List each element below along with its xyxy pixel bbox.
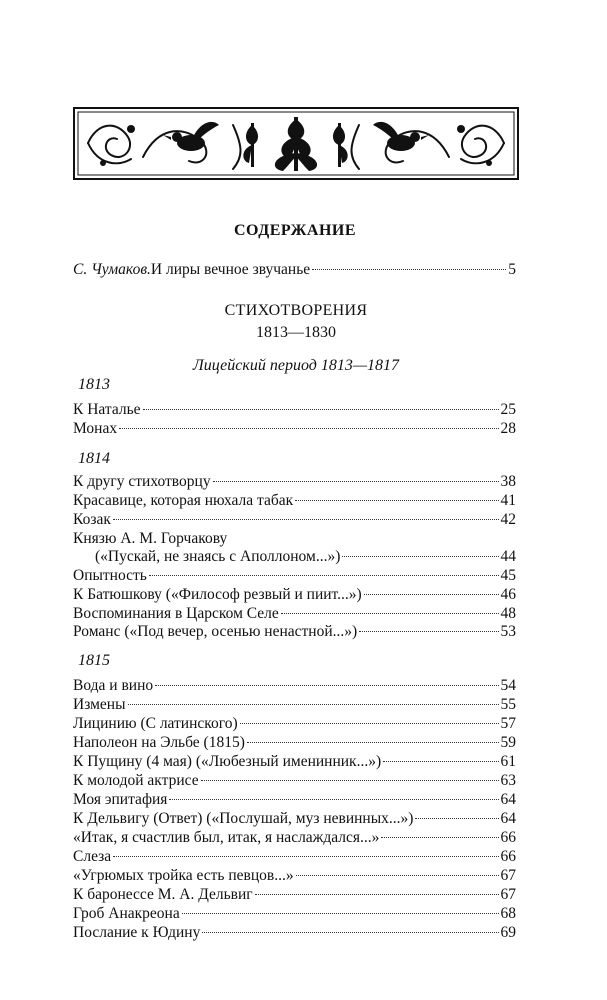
dot-leader — [281, 613, 499, 614]
dot-leader — [143, 409, 499, 410]
entry-title: Наполеон на Эльбе (1815) — [73, 734, 245, 751]
entry-title: «Итак, я счастлив был, итак, я наслаждался...» — [73, 829, 380, 846]
page-number: 64 — [500, 791, 516, 808]
toc-entry[interactable] — [73, 419, 516, 439]
toc-entry[interactable] — [73, 491, 516, 511]
entry-title: К Наталье — [73, 401, 141, 418]
dot-leader — [128, 704, 499, 705]
page-number: 59 — [500, 734, 516, 751]
dot-leader — [312, 269, 506, 270]
dot-leader — [201, 780, 499, 781]
intro-author: С. Чумаков. — [73, 261, 151, 278]
dot-leader — [202, 932, 498, 933]
page-number: 57 — [500, 715, 516, 732]
dot-leader — [247, 742, 499, 743]
entry-title: Моя эпитафия — [73, 791, 168, 808]
toc-entry[interactable] — [73, 790, 516, 810]
page-number: 44 — [500, 548, 516, 565]
page-number: 53 — [500, 623, 516, 640]
dot-leader — [113, 856, 498, 857]
dot-leader — [155, 685, 498, 686]
dot-leader — [149, 575, 499, 576]
page-number: 67 — [500, 867, 516, 884]
toc-entry[interactable] — [73, 904, 516, 924]
toc-entry[interactable] — [73, 400, 516, 420]
entry-title: Измены — [73, 696, 126, 713]
entry-title: К молодой актрисе — [73, 772, 199, 789]
toc-entry[interactable] — [73, 547, 516, 567]
toc-entry[interactable] — [73, 733, 516, 753]
entry-title: Послание к Юдину — [73, 924, 201, 941]
dot-leader — [383, 761, 498, 762]
dot-leader — [296, 875, 499, 876]
toc-entry[interactable] — [73, 847, 516, 867]
page-number: 25 — [500, 401, 516, 418]
year-heading-1815: 1815 — [78, 652, 110, 669]
entry-title: К баронессе М. А. Дельвиг — [73, 886, 253, 903]
dot-leader — [364, 594, 499, 595]
page-number: 61 — [500, 753, 516, 770]
entry-title: Красавице, которая нюхала табак — [73, 492, 294, 509]
entry-title: К Пущину (4 мая) («Любезный именинник...») — [73, 753, 382, 770]
entry-title: Гроб Анакреона — [73, 905, 180, 922]
toc-entry[interactable] — [73, 604, 516, 624]
dot-leader — [342, 556, 498, 557]
page-number: 55 — [500, 696, 516, 713]
page-number: 68 — [500, 905, 516, 922]
entry-title: Воспоминания в Царском Селе — [73, 605, 279, 622]
toc-entry[interactable] — [73, 809, 516, 829]
entry-title: Князю А. М. Горчакову — [73, 530, 228, 547]
entry-title: Монах — [73, 420, 118, 437]
toc-entry[interactable] — [73, 529, 516, 549]
dot-leader — [295, 500, 498, 501]
page-number: 66 — [500, 848, 516, 865]
entry-title: Вода и вино — [73, 677, 154, 694]
dot-leader — [240, 723, 499, 724]
section-title: СТИХОТВОРЕНИЯ — [224, 302, 368, 319]
entry-title: К Дельвигу (Ответ) («Послушай, муз невинных...») — [73, 810, 414, 827]
entry-title: Козак — [73, 511, 111, 528]
page-number: 48 — [500, 605, 516, 622]
page-number: 38 — [500, 473, 516, 490]
dot-leader — [119, 428, 498, 429]
toc-entry[interactable] — [73, 752, 516, 772]
toc-entry[interactable] — [73, 714, 516, 734]
toc-entry[interactable] — [73, 585, 516, 605]
dot-leader — [169, 799, 498, 800]
entry-title: «Угрюмых тройка есть певцов...» — [73, 867, 294, 884]
toc-entry[interactable] — [73, 566, 516, 586]
dot-leader — [182, 913, 499, 914]
toc-entry[interactable] — [73, 923, 516, 943]
dot-leader — [359, 631, 498, 632]
page-number: 42 — [500, 511, 516, 528]
toc-entry[interactable] — [73, 676, 516, 696]
toc-entry-intro[interactable] — [73, 260, 516, 280]
period-title: Лицейский период 1813—1817 — [192, 357, 400, 374]
toc-entry[interactable] — [73, 472, 516, 492]
year-heading-1814: 1814 — [78, 450, 110, 467]
dot-leader — [381, 837, 498, 838]
year-heading-1813: 1813 — [78, 376, 110, 393]
entry-title: Романс («Под вечер, осенью ненастной...») — [73, 623, 358, 640]
dot-leader — [113, 519, 499, 520]
page-number: 63 — [500, 772, 516, 789]
page-number: 5 — [508, 261, 516, 278]
page-number: 67 — [500, 886, 516, 903]
page-number: 64 — [500, 810, 516, 827]
toc-entry[interactable] — [73, 866, 516, 886]
dot-leader — [213, 481, 499, 482]
entry-title: Слеза — [73, 848, 112, 865]
intro-title: И лиры вечное звучанье — [150, 261, 311, 278]
toc-entry[interactable] — [73, 885, 516, 905]
toc-entry[interactable] — [73, 622, 516, 642]
toc-entry[interactable] — [73, 695, 516, 715]
toc-entry[interactable] — [73, 771, 516, 791]
page-number: 45 — [500, 567, 516, 584]
toc-entry[interactable] — [73, 510, 516, 530]
dot-leader — [255, 894, 499, 895]
section-years: 1813—1830 — [256, 324, 336, 341]
entry-title: К Батюшкову («Философ резвый и пиит...») — [73, 586, 362, 603]
ornamental-header-band — [73, 107, 519, 180]
entry-title: («Пускай, не знаясь с Аполлоном...») — [95, 548, 341, 565]
dot-leader — [415, 818, 498, 819]
page-number: 69 — [500, 924, 516, 941]
page-number: 54 — [500, 677, 516, 694]
page-number: 28 — [500, 420, 516, 437]
contents-heading: СОДЕРЖАНИЕ — [233, 222, 357, 239]
entry-title: Лицинию (С латинского) — [73, 715, 238, 732]
page-number: 66 — [500, 829, 516, 846]
entry-title: К другу стихотворцу — [73, 473, 211, 490]
toc-entry[interactable] — [73, 828, 516, 848]
entry-title: Опытность — [73, 567, 147, 584]
page-number: 46 — [500, 586, 516, 603]
page-number: 41 — [500, 492, 516, 509]
